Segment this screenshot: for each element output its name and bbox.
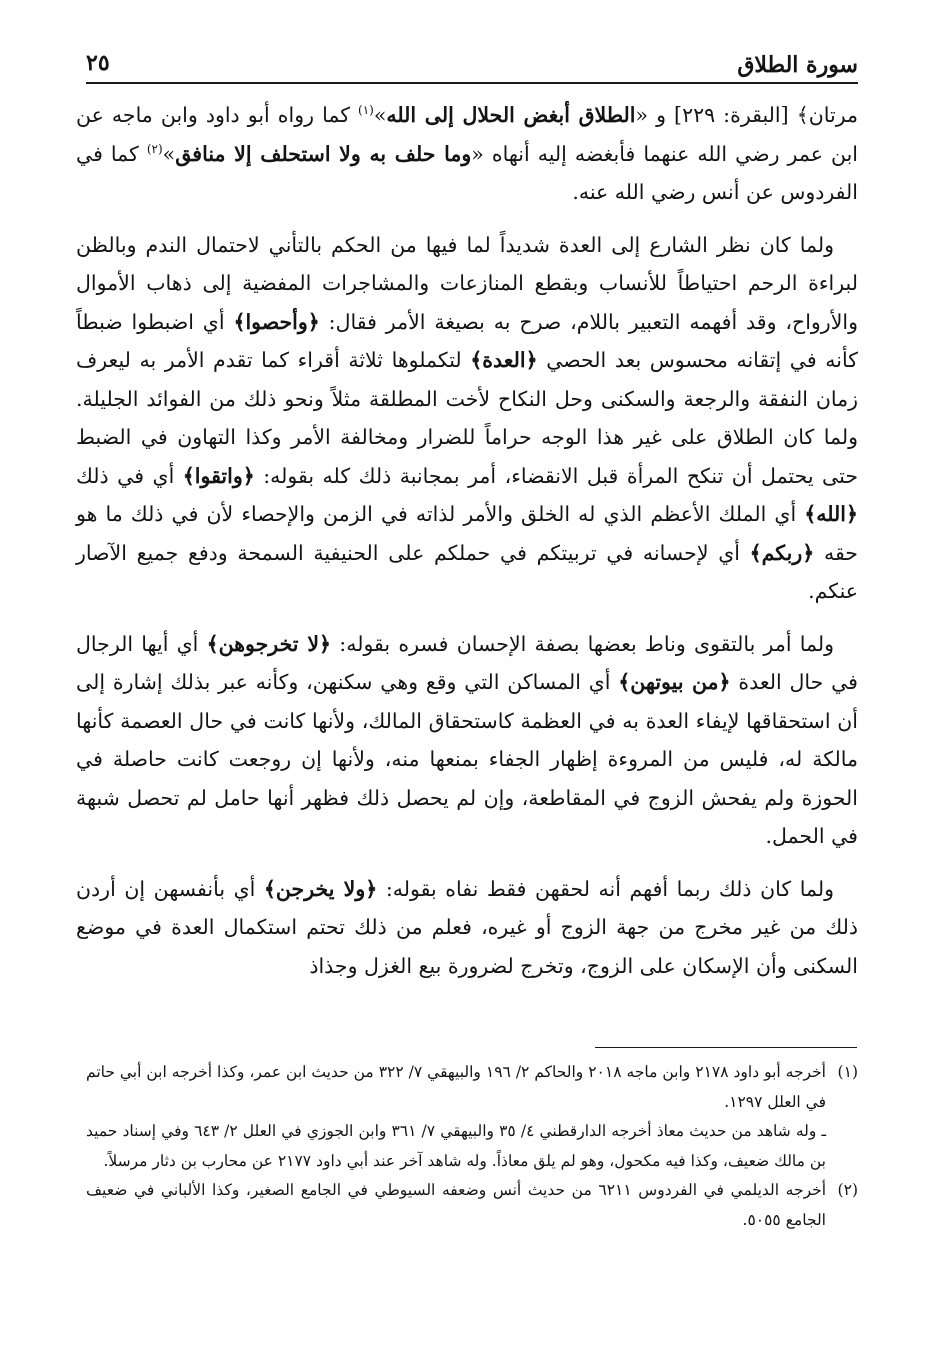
paragraph-2 (76, 226, 858, 611)
p3-text-3: أي المساكن التي وقع وهي سكنهن، وكأنه عبر بذلك إشارة إلى أن استحقاقها لإيفاء العدة به في العظمة كاستحقاق المالك، ولأنها كانت في حال العصمة كأنها مالكة له، فليس من المروءة إظهار الجفاء بمنعها منه، ولأنها إن روجعت كانت حاصلة في الحوزة ولم يفحش الزوج في المقاطعة، وإن لم يحصل ذلك فظهر أنها حامل لم تحصل شبهة في الحمل. (76, 670, 858, 848)
p2-text-5: أي الملك الأعظم الذي له الخلق والأمر لذاته في الزمن والإحصاء لأن في ذلك ما هو حقه (76, 502, 858, 565)
page-header (86, 44, 858, 84)
footnote-number: (١) (837, 1063, 858, 1081)
p3-verse-2: ﴿من بيوتهن﴾ (618, 670, 731, 694)
main-text (76, 96, 858, 999)
p4-text-1: ولما كان ذلك ربما أفهم أنه لحقهن فقط نفاه بقوله: (377, 876, 834, 901)
p1-text-3: كما رواه أبو داود وابن ماجه عن ابن عمر رضي الله عنهما فأبغضه إليه أنهاه « (76, 103, 858, 166)
p1-hadith-2: وما حلف به ولا استحلف إلا منافق (175, 141, 472, 166)
p1-text-4: » (162, 141, 176, 166)
footnote-number: (٢) (837, 1181, 858, 1199)
surah-title: سورة الطلاق (737, 52, 858, 78)
footnote-text (86, 1058, 826, 1176)
footnotes (86, 1058, 858, 1235)
footnote-text (86, 1176, 826, 1235)
p2-text-4: أي في ذلك (76, 463, 183, 488)
footnote-divider (595, 1047, 857, 1048)
p3-verse-1: ﴿لا تخرجوهن﴾ (206, 631, 332, 656)
p2-verse-2: ﴿العدة﴾ (470, 348, 538, 372)
paragraph-3 (76, 625, 858, 856)
p4-verse-1: ﴿ولا يخرجن﴾ (263, 876, 378, 901)
footnote-1-line-2: ـ وله شاهد من حديث معاذ أخرجه الدارقطني ٤/ ٣٥ والبيهقي ٧/ ٣٦١ وابن الجوزي في العلل ٢/ ٦٤٣ وفي إسناد حميد بن مالك ضعيف، وكذا فيه مكحول، وهو لم يلق معاذاً. وله شاهد آخر عند أبي داود ٢١٧٧ عن محارب بن دثار مرسلاً. (86, 1122, 827, 1170)
paragraph-4 (76, 870, 858, 986)
p2-text-2: أي اضبطوا ضبطاً كأنه في إتقانه محسوس بعد الحصي (76, 309, 858, 372)
p2-verse-3: ﴿واتقوا﴾ (182, 463, 255, 488)
p3-text-1: ولما أمر بالتقوى وناط بعضها بصفة الإحسان فسره بقوله: (331, 631, 835, 656)
paragraph-1 (76, 96, 858, 212)
p2-verse-5: ﴿ربكم﴾ (749, 540, 815, 565)
p2-verse-1: ﴿وأحصوا﴾ (233, 309, 320, 334)
p1-text-1: مرتان﴾ [البقرة: ٢٢٩] و « (635, 103, 858, 127)
footnote-ref-1: (١) (358, 103, 374, 118)
footnote-1 (86, 1058, 858, 1176)
page-number: ٢٥ (86, 50, 110, 76)
footnote-2-line-1: أخرجه الديلمي في الفردوس ٦٢١١ من حديث أنس وضعفه السيوطي في الجامع الصغير، وكذا الألباني في ضعيف الجامع ٥٠٥٥. (86, 1181, 827, 1229)
p1-text-5: كما في الفردوس عن أنس رضي الله عنه. (76, 141, 858, 204)
p1-text-2: » (373, 103, 387, 127)
p2-text-3: لتكملوها ثلاثة أقراء كما تقدم الأمر به ليعرف زمان النفقة والرجعة والسكنى وحل النكاح لأخت المطلقة مثلاً ونحو ذلك من الفوائد الجليلة. ولما كان الطلاق على غير هذا الوجه حراماً للضرار ومخالفة الأمر وكذا التهاون في الضبط حتى يحتمل أن تنكح المرأة قبل الانقضاء، أمر بمجانبة ذلك كله بقوله: (76, 348, 858, 488)
p3-text-2: أي أيها الرجال في حال العدة (76, 631, 858, 694)
footnote-1-line-1: أخرجه أبو داود ٢١٧٨ وابن ماجه ٢٠١٨ والحاكم ٢/ ١٩٦ والبيهقي ٧/ ٣٢٢ من حديث ابن عمر، وكذا أخرجه ابن أبي حاتم في العلل ١٢٩٧. (86, 1063, 826, 1111)
p2-verse-4: ﴿الله﴾ (804, 502, 858, 526)
footnote-2 (86, 1176, 858, 1235)
p2-text-6: أي لإحسانه في تربيتكم في حملكم على الحنيفية السمحة ودفع جميع الآصار عنكم. (76, 540, 858, 603)
p2-text-1: ولما كان نظر الشارع إلى العدة شديداً لما فيها من الحكم بالتأني لاحتمال الندم وبالظن لبراءة الرحم احتياطاً للأنساب وبقطع المنازعات والمشاجرات المفضية إلى ذهاب الأموال والأرواح، وقد أفهمه التعبير باللام، صرح به بصيغة الأمر فقال: (76, 232, 858, 334)
p1-hadith-1: الطلاق أبغض الحلال إلى الله (386, 103, 636, 127)
footnote-ref-2: (٢) (146, 141, 163, 156)
p4-text-2: أي بأنفسهن إن أردن ذلك من غير مخرج من جهة الزوج أو غيره، فعلم من ذلك تحتم استكمال العدة في موضع السكنى وأن الإسكان على الزوج، وتخرج لضرورة بيع الغزل وجذاذ (76, 876, 858, 978)
